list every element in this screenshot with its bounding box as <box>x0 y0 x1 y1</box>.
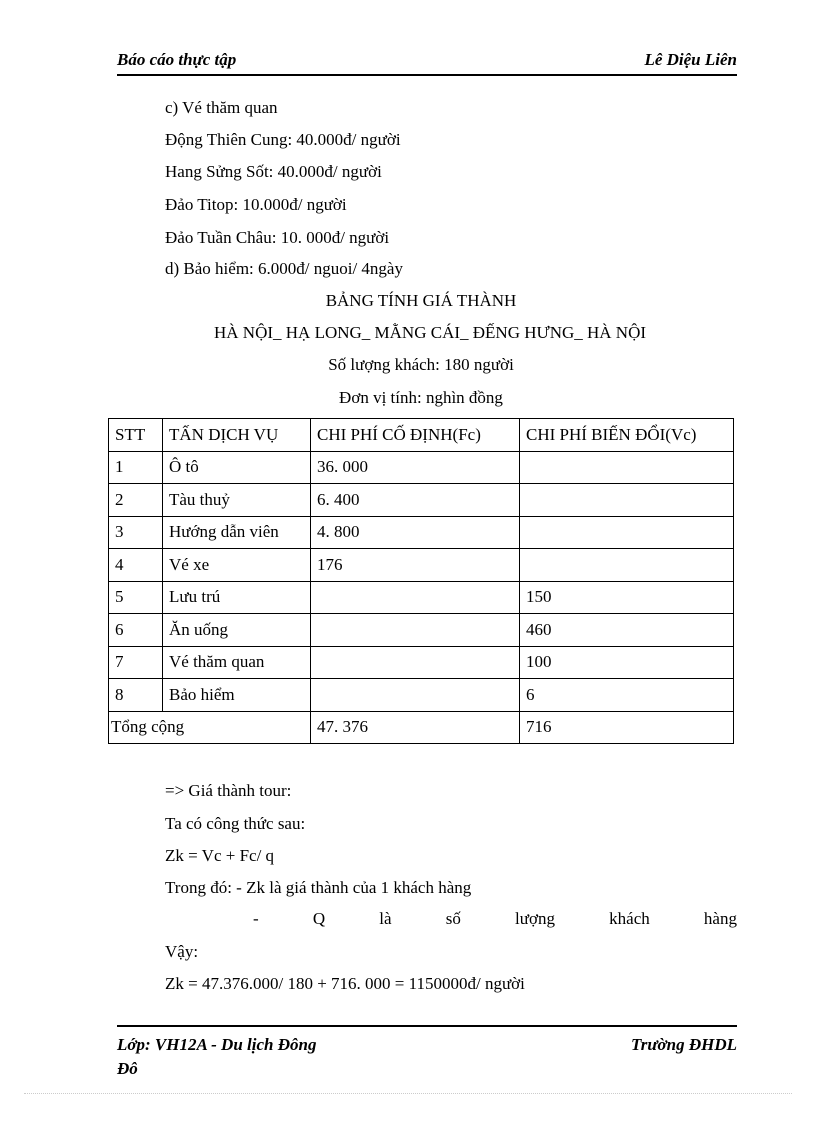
cell: 7 <box>109 646 163 679</box>
cell: 1 <box>109 451 163 484</box>
tour-price-heading: => Giá thành tour: <box>165 781 292 800</box>
cell: 4. 800 <box>311 516 520 549</box>
cell: Vé thăm quan <box>163 646 311 679</box>
footer-class: Lớp: VH12A - Du lịch Đông Đô <box>117 1035 317 1078</box>
cell: 6 <box>520 679 734 712</box>
cost-table <box>108 418 734 744</box>
table-row <box>109 516 734 549</box>
route-title: HÀ NỘI_ HẠ LONG_ MẰNG CÁI_ ĐẾNG HƯNG_ HÀ NỘI <box>214 323 647 342</box>
cell: 5 <box>109 581 163 614</box>
cell: 6 <box>109 614 163 647</box>
cell: Bảo hiểm <box>163 679 311 712</box>
cell: 8 <box>109 679 163 712</box>
cell: 4 <box>109 549 163 582</box>
word: khách <box>609 909 650 928</box>
price-line: Đảo Titop: 10.000đ/ người <box>165 195 347 214</box>
cell <box>520 484 734 517</box>
formula-intro: Ta có công thức sau: <box>165 814 306 833</box>
price-line: Động Thiên Cung: 40.000đ/ người <box>165 130 401 149</box>
table-header-row <box>109 419 734 452</box>
section-d-insurance: d) Bảo hiểm: 6.000đ/ nguoi/ 4ngày <box>165 259 403 278</box>
cell <box>520 549 734 582</box>
word: - <box>253 909 259 928</box>
table-row <box>109 614 734 647</box>
page-footer <box>117 1025 737 1083</box>
word: hàng <box>703 909 737 928</box>
total-label: Tổng cộng <box>109 711 311 744</box>
cell <box>311 614 520 647</box>
formula-explanation: Trong đó: - Zk là giá thành của 1 khách hàng <box>165 878 472 897</box>
price-line: Đảo Tuần Châu: 10. 000đ/ người <box>165 228 390 247</box>
cell <box>311 679 520 712</box>
cell: Vé xe <box>163 549 311 582</box>
cell: 100 <box>520 646 734 679</box>
guest-count: Số lượng khách: 180 người <box>328 355 514 374</box>
header-author: Lê Diệu Liên <box>644 50 737 69</box>
word: Q <box>312 909 326 928</box>
header-cell: CHI PHÍ BIẾN ĐỔI(Vc) <box>520 419 734 452</box>
header-cell: TẤN DỊCH VỤ <box>163 419 311 452</box>
total-fc: 47. 376 <box>311 711 520 744</box>
cell <box>311 646 520 679</box>
word: lượng <box>515 909 555 928</box>
section-c-heading: c) Vé thăm quan <box>165 98 278 117</box>
unit-note: Đơn vị tính: nghìn đồng <box>339 388 503 407</box>
word: số <box>445 909 461 928</box>
conclusion-label: Vậy: <box>165 942 199 961</box>
cell: Ăn uống <box>163 614 311 647</box>
cell: 36. 000 <box>311 451 520 484</box>
table-row <box>109 679 734 712</box>
word: là <box>379 909 392 928</box>
price-line: Hang Sửng Sốt: 40.000đ/ người <box>165 162 382 181</box>
cell: 2 <box>109 484 163 517</box>
cell: Hướng dẫn viên <box>163 516 311 549</box>
cell: Lưu trú <box>163 581 311 614</box>
cell: 460 <box>520 614 734 647</box>
table-row <box>109 549 734 582</box>
page-bottom-divider <box>24 1093 792 1094</box>
cell: 6. 400 <box>311 484 520 517</box>
table-total-row <box>109 711 734 744</box>
formula: Zk = Vc + Fc/ q <box>165 846 275 865</box>
header-cell: STT <box>109 419 163 452</box>
table-row <box>109 484 734 517</box>
cell: Tàu thuỷ <box>163 484 311 517</box>
cell <box>520 451 734 484</box>
table-row <box>109 581 734 614</box>
final-calculation: Zk = 47.376.000/ 180 + 716. 000 = 1150000đ/ người <box>165 974 525 993</box>
table-row <box>109 451 734 484</box>
cell <box>311 581 520 614</box>
cell: 3 <box>109 516 163 549</box>
cell <box>520 516 734 549</box>
cell: Ô tô <box>163 451 311 484</box>
table-title: BẢNG TÍNH GIÁ THÀNH <box>325 291 517 310</box>
cell: 150 <box>520 581 734 614</box>
formula-explanation-q <box>165 909 737 929</box>
header-cell: CHI PHÍ CỐ ĐỊNH(Fc) <box>311 419 520 452</box>
footer-school: Trường ĐHDL <box>630 1035 737 1054</box>
header-report-title: Báo cáo thực tập <box>117 50 237 69</box>
table-row <box>109 646 734 679</box>
cell: 176 <box>311 549 520 582</box>
total-vc: 716 <box>520 711 734 744</box>
page-header <box>117 50 737 76</box>
